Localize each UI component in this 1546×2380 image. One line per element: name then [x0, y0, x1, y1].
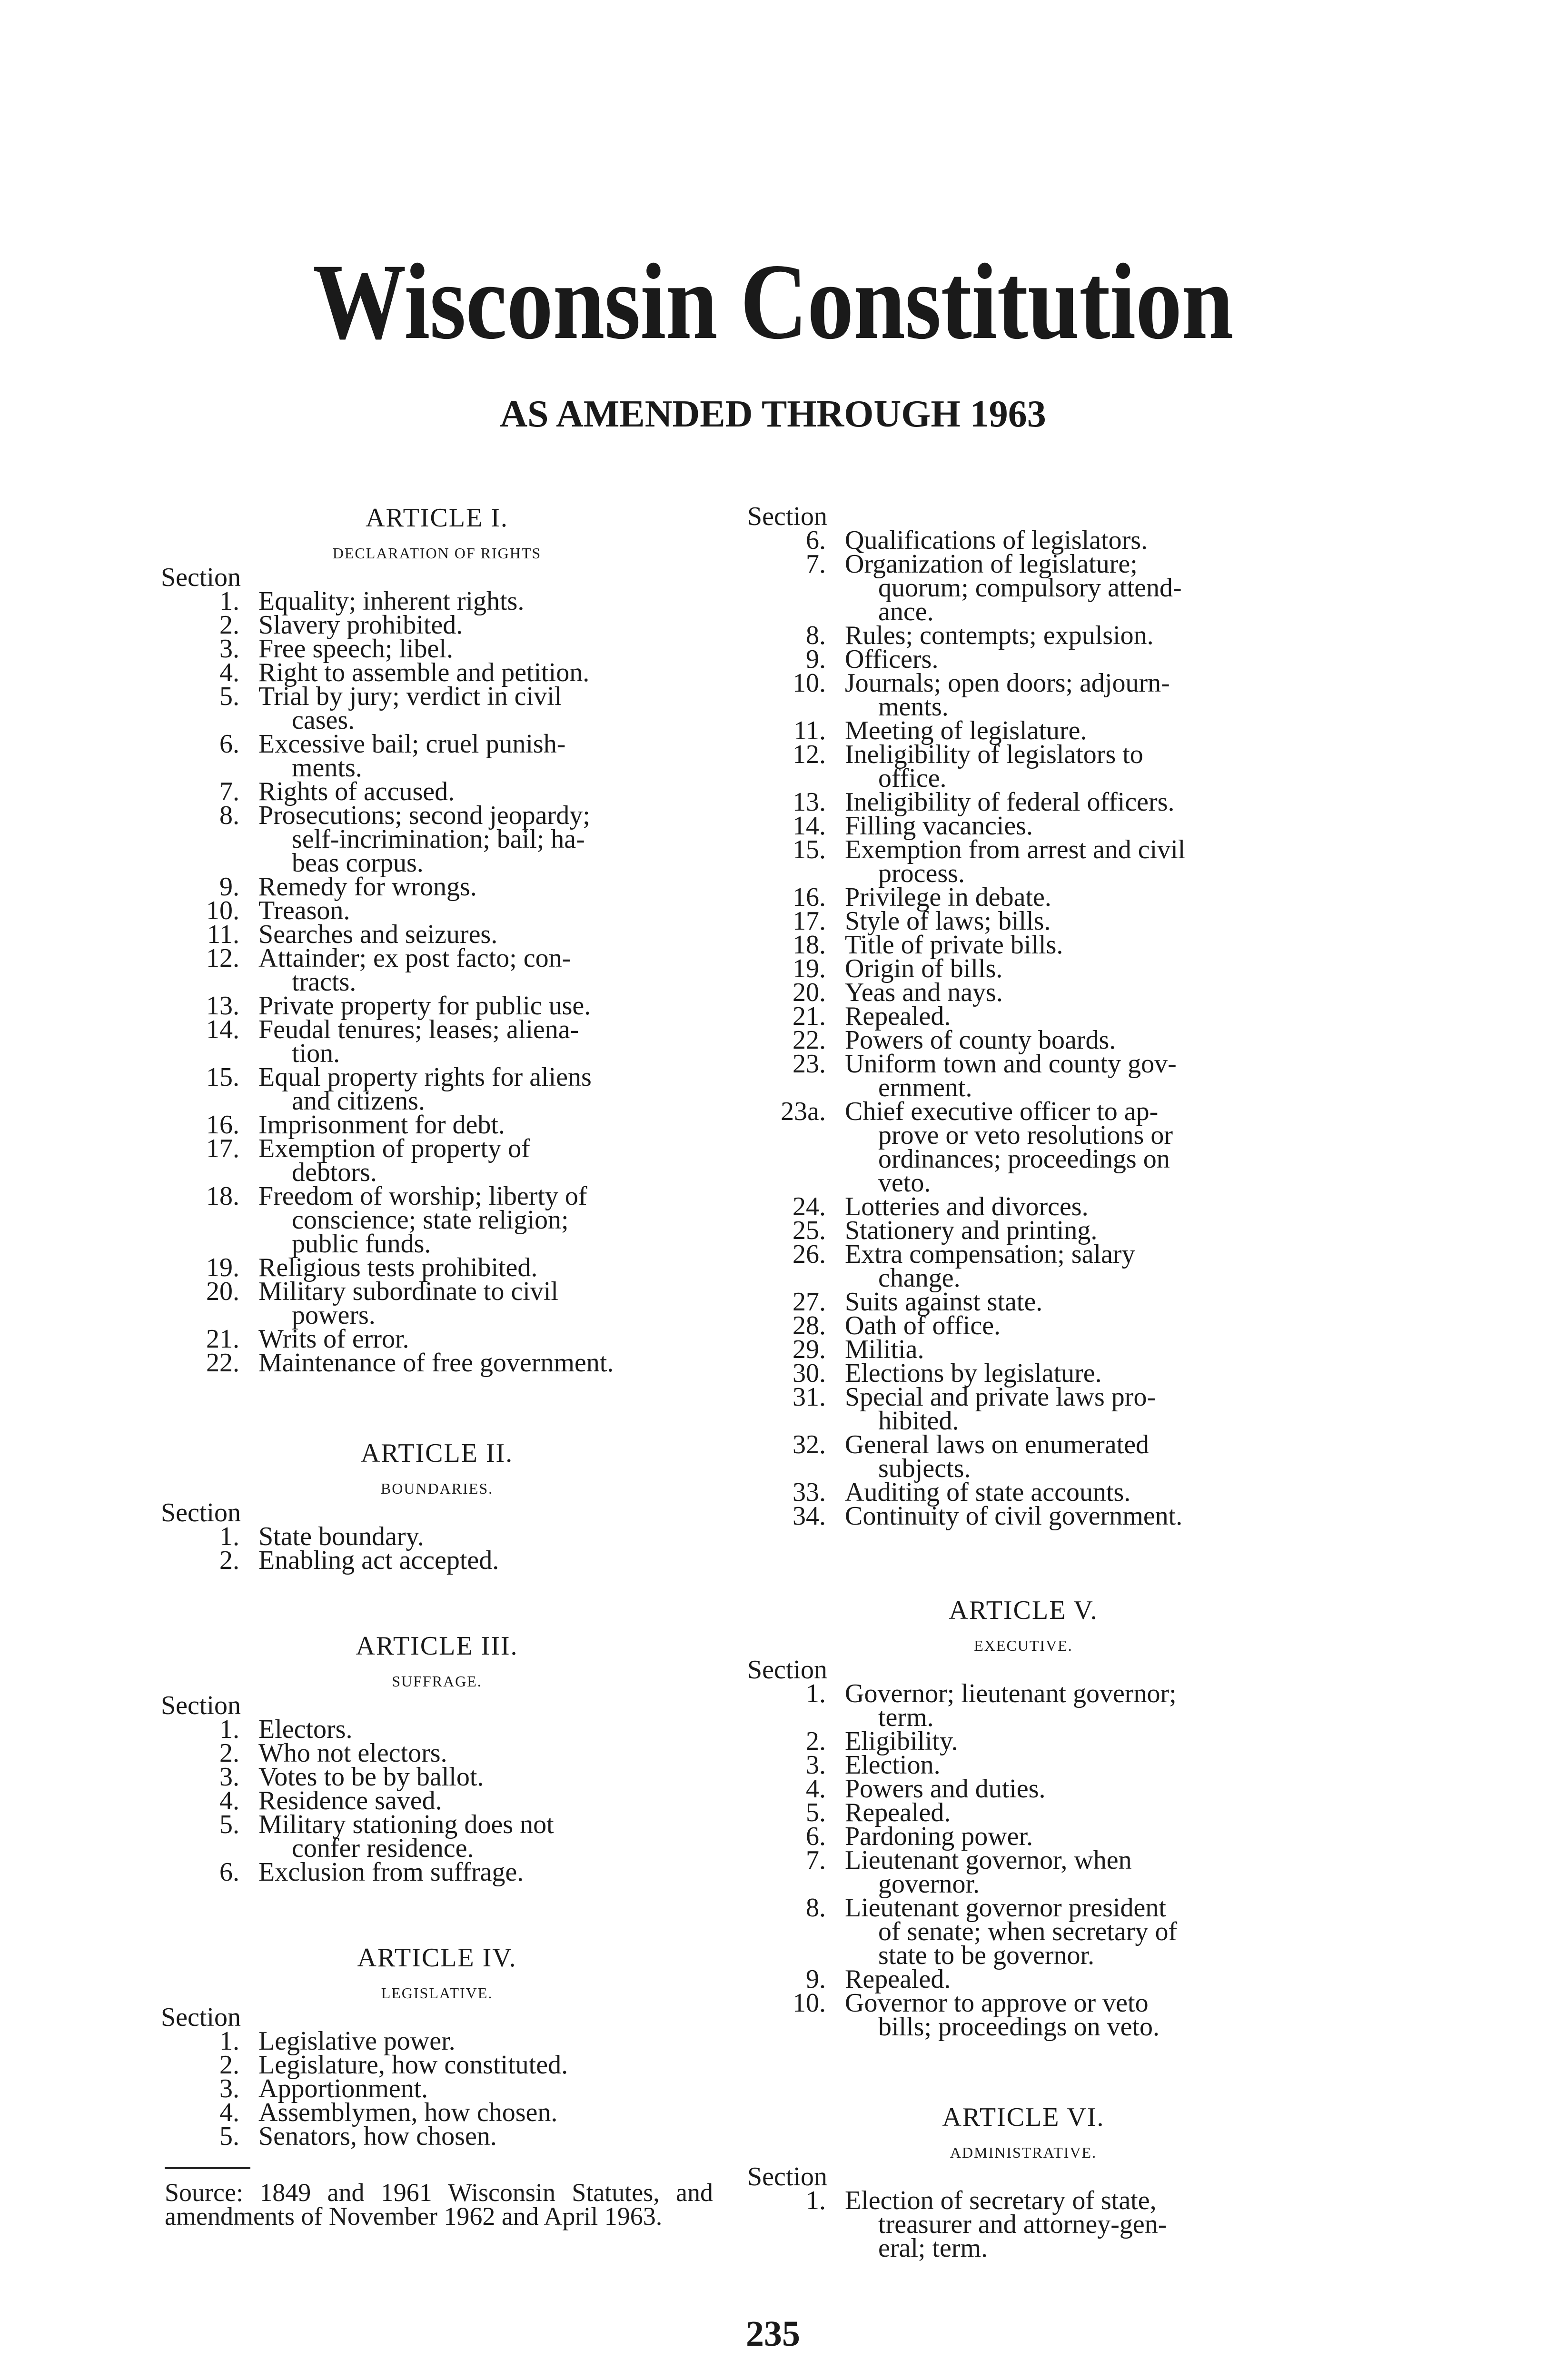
- section-number: 3.: [219, 2074, 239, 2103]
- section-title: Imprisonment for debt.: [258, 1110, 505, 1140]
- section-title: Exemption from arrest and civil: [845, 835, 1186, 864]
- section-entry: [747, 835, 1299, 888]
- left-column-article-2: [161, 1438, 713, 1575]
- section-title: Electors.: [258, 1715, 353, 1744]
- section-entry: [161, 1062, 713, 1116]
- section-number: 2.: [219, 2050, 239, 2080]
- section-title: Ineligibility of legislators to: [845, 740, 1143, 769]
- section-title: Special and private laws pro-: [845, 1382, 1156, 1412]
- section-title: Searches and seizures.: [258, 920, 498, 949]
- section-entry: [747, 1845, 1299, 1899]
- section-title: Suits against state.: [845, 1287, 1043, 1317]
- section-number: 2.: [219, 1546, 239, 1575]
- section-number: 2.: [806, 1726, 826, 1756]
- section-entry: [747, 1240, 1299, 1293]
- section-title: Organization of legislature;: [845, 549, 1138, 579]
- section-number: 15.: [206, 1062, 239, 1092]
- article-5: [747, 1596, 1299, 2042]
- section-title: Free speech; libel.: [258, 634, 453, 664]
- section-entry: [747, 930, 1299, 960]
- right-column: [747, 502, 1299, 1531]
- section-number: 29.: [793, 1335, 826, 1364]
- section-entry: [161, 1762, 713, 1792]
- section-number: 16.: [793, 883, 826, 912]
- section-entry: [747, 1192, 1299, 1221]
- section-entry: [161, 610, 713, 640]
- section-title-continued: debtors.: [292, 1158, 377, 1187]
- section-entry: [161, 1738, 713, 1768]
- section-entry: [161, 2074, 713, 2103]
- section-number: 33.: [793, 1478, 826, 1507]
- section-entry: [161, 872, 713, 902]
- section-title: Enabling act accepted.: [258, 1546, 499, 1575]
- section-title: Private property for public use.: [258, 991, 591, 1021]
- section-title: Writs of error.: [258, 1324, 409, 1354]
- article-title: ARTICLE I.: [366, 503, 508, 533]
- section-number: 12.: [206, 943, 239, 973]
- section-title: Governor; lieutenant governor;: [845, 1679, 1177, 1708]
- section-number: 9.: [219, 872, 239, 902]
- section-header: Section: [161, 1498, 241, 1527]
- section-entry: [747, 883, 1299, 912]
- section-number: 6.: [806, 526, 826, 555]
- section-entry: [747, 668, 1299, 722]
- section-number: 8.: [806, 621, 826, 650]
- section-title: Repealed.: [845, 1798, 951, 1827]
- section-entry: [747, 645, 1299, 674]
- section-title: Exclusion from suffrage.: [258, 1857, 524, 1887]
- article-title: ARTICLE IV.: [357, 1943, 517, 1973]
- section-title: Assemblymen, how chosen.: [258, 2098, 558, 2127]
- section-title: Journals; open doors; adjourn-: [845, 668, 1170, 698]
- section-entry: [747, 954, 1299, 983]
- section-entry: [161, 1857, 713, 1887]
- section-entry: [747, 1774, 1299, 1804]
- section-title-continued: change.: [878, 1263, 961, 1293]
- section-number: 20.: [206, 1277, 239, 1306]
- section-title: Meeting of legislature.: [845, 716, 1087, 745]
- section-number: 14.: [793, 811, 826, 841]
- section-header: Section: [161, 563, 241, 592]
- section-number: 4.: [806, 1774, 826, 1804]
- section-number: 19.: [206, 1253, 239, 1282]
- section-entry: [747, 1430, 1299, 1483]
- section-entry: [747, 1679, 1299, 1732]
- section-number: 28.: [793, 1311, 826, 1340]
- section-entry: [161, 2098, 713, 2127]
- section-header: Section: [161, 1691, 241, 1720]
- section-number: 16.: [206, 1110, 239, 1140]
- section-entry: [747, 811, 1299, 841]
- section-title: Legislature, how constituted.: [258, 2050, 568, 2080]
- section-title: Yeas and nays.: [845, 978, 1003, 1007]
- section-number: 10.: [793, 668, 826, 698]
- section-title: Maintenance of free government.: [258, 1348, 614, 1378]
- section-entry: [161, 896, 713, 925]
- article-title: ARTICLE II.: [360, 1438, 514, 1468]
- section-entry: [747, 1750, 1299, 1780]
- section-entry: [161, 1134, 713, 1187]
- section-number: 4.: [219, 1786, 239, 1815]
- section-number: 17.: [793, 906, 826, 936]
- section-title: Prosecutions; second jeopardy;: [258, 801, 590, 830]
- section-title: Privilege in debate.: [845, 883, 1051, 912]
- section-entry: [747, 978, 1299, 1007]
- section-title-continued: of senate; when secretary of: [878, 1917, 1178, 1946]
- section-number: 8.: [806, 1893, 826, 1923]
- section-entry: [747, 1964, 1299, 1994]
- section-number: 1.: [806, 2186, 826, 2215]
- section-title: Chief executive officer to ap-: [845, 1097, 1159, 1126]
- section-title: Legislative power.: [258, 2026, 456, 2056]
- section-number: 8.: [219, 801, 239, 830]
- section-number: 1.: [806, 1679, 826, 1708]
- section-number: 15.: [793, 835, 826, 864]
- source-rule: [165, 2167, 250, 2169]
- section-header: Section: [747, 2162, 827, 2192]
- section-entry: [161, 1810, 713, 1863]
- article-subtitle: SUFFRAGE.: [392, 1673, 482, 1690]
- section-number: 18.: [206, 1181, 239, 1211]
- section-title: Repealed.: [845, 1002, 951, 1031]
- section-number: 5.: [219, 1810, 239, 1839]
- section-entry: [747, 1049, 1299, 1102]
- article-title: ARTICLE III.: [356, 1631, 518, 1661]
- section-entry: [161, 658, 713, 687]
- section-number: 7.: [806, 549, 826, 579]
- section-number: 23.: [793, 1049, 826, 1079]
- section-number: 3.: [806, 1750, 826, 1780]
- section-title: General laws on enumerated: [845, 1430, 1150, 1459]
- section-title: Stationery and printing.: [845, 1216, 1098, 1245]
- section-title: Powers of county boards.: [845, 1025, 1116, 1055]
- section-entry: [747, 1002, 1299, 1031]
- section-number: 5.: [219, 2122, 239, 2151]
- section-title: Trial by jury; verdict in civil: [258, 682, 562, 711]
- section-number: 24.: [793, 1192, 826, 1221]
- section-entry: [161, 1348, 713, 1378]
- source-note: Source: 1849 and 1961 Wisconsin Statutes, and amendments of November 1962 and April 1963.: [165, 2178, 713, 2231]
- section-entry: [747, 1478, 1299, 1507]
- section-title-continued: bills; proceedings on veto.: [878, 2012, 1160, 2042]
- section-title-continued: cases.: [292, 705, 355, 735]
- section-title-continued: tracts.: [292, 967, 357, 997]
- section-entry: [161, 920, 713, 949]
- section-entry: [161, 586, 713, 616]
- section-title: Qualifications of legislators.: [845, 526, 1148, 555]
- section-number: 22.: [793, 1025, 826, 1055]
- section-number: 6.: [806, 1822, 826, 1851]
- section-title: Treason.: [258, 896, 350, 925]
- section-entry: [747, 1311, 1299, 1340]
- section-title-continued: powers.: [292, 1300, 376, 1330]
- section-title: Governor to approve or veto: [845, 1988, 1149, 2018]
- section-title: Election of secretary of state,: [845, 2186, 1157, 2215]
- section-number: 4.: [219, 2098, 239, 2127]
- section-title-continued: eral; term.: [878, 2233, 988, 2263]
- section-number: 13.: [206, 991, 239, 1021]
- section-title: Votes to be by ballot.: [258, 1762, 484, 1792]
- document-subtitle: AS AMENDED THROUGH 1963: [500, 393, 1046, 435]
- section-entry: [161, 1181, 713, 1259]
- section-title-continued: ernment.: [878, 1073, 972, 1102]
- section-entry: [747, 740, 1299, 793]
- section-title-continued: ments.: [292, 753, 362, 783]
- section-entry: [747, 1359, 1299, 1388]
- section-title: Military stationing does not: [258, 1810, 554, 1839]
- section-title: Religious tests prohibited.: [258, 1253, 538, 1282]
- left-column-article-3: [161, 1631, 713, 1887]
- section-entry: [161, 1324, 713, 1354]
- section-title: Equality; inherent rights.: [258, 586, 525, 616]
- article-title: ARTICLE V.: [949, 1596, 1098, 1625]
- section-number: 17.: [206, 1134, 239, 1163]
- section-title: Apportionment.: [258, 2074, 428, 2103]
- section-title: Lieutenant governor president: [845, 1893, 1166, 1923]
- section-title: Filling vacancies.: [845, 811, 1033, 841]
- section-entry: [161, 777, 713, 806]
- section-number: 4.: [219, 658, 239, 687]
- section-number: 32.: [793, 1430, 826, 1459]
- article-subtitle: ADMINISTRATIVE.: [950, 2144, 1097, 2161]
- section-entry: [161, 729, 713, 783]
- section-entry: [161, 1786, 713, 1815]
- section-title: Auditing of state accounts.: [845, 1478, 1131, 1507]
- section-entry: [161, 634, 713, 664]
- right-column-article-5: [747, 1596, 1299, 2042]
- section-number: 14.: [206, 1015, 239, 1044]
- section-title: Continuity of civil government.: [845, 1501, 1183, 1531]
- section-entry: [747, 1335, 1299, 1364]
- section-entry: [161, 1715, 713, 1744]
- section-number: 9.: [806, 1964, 826, 1994]
- section-entry: [747, 787, 1299, 817]
- section-entry: [747, 1097, 1299, 1198]
- section-entry: [161, 1253, 713, 1282]
- section-number: 20.: [793, 978, 826, 1007]
- section-number: 12.: [793, 740, 826, 769]
- section-number: 3.: [219, 634, 239, 664]
- article-2: [161, 1438, 713, 1575]
- left-column: [161, 503, 713, 1378]
- section-entry: [161, 2122, 713, 2151]
- section-entry: [161, 1015, 713, 1068]
- article-4: [161, 1943, 713, 2151]
- section-title-continued: tion.: [292, 1039, 340, 1068]
- section-title-continued: treasurer and attorney-gen-: [878, 2210, 1167, 2239]
- section-title: Lieutenant governor, when: [845, 1845, 1132, 1875]
- section-number: 3.: [219, 1762, 239, 1792]
- section-number: 1.: [219, 2026, 239, 2056]
- section-number: 11.: [793, 716, 826, 745]
- section-number: 1.: [219, 586, 239, 616]
- section-entry: [161, 682, 713, 735]
- section-title-continued: ments.: [878, 692, 949, 722]
- section-number: 22.: [206, 1348, 239, 1378]
- section-title-continued: governor.: [878, 1869, 980, 1899]
- section-title-continued: process.: [878, 859, 965, 888]
- section-title: State boundary.: [258, 1522, 424, 1551]
- article-title: ARTICLE VI.: [942, 2102, 1105, 2132]
- section-title-continued: conscience; state religion;: [292, 1205, 569, 1235]
- section-title: Repealed.: [845, 1964, 951, 1994]
- section-title: Exemption of property of: [258, 1134, 530, 1163]
- section-number: 25.: [793, 1216, 826, 1245]
- section-number: 13.: [793, 787, 826, 817]
- section-title: Rights of accused.: [258, 777, 455, 806]
- section-title: Excessive bail; cruel punish-: [258, 729, 566, 759]
- section-title: Lotteries and divorces.: [845, 1192, 1089, 1221]
- section-title-continued: quorum; compulsory attend-: [878, 573, 1182, 603]
- section-title: Feudal tenures; leases; aliena-: [258, 1015, 579, 1044]
- section-title-continued: office.: [878, 764, 947, 793]
- section-title: Militia.: [845, 1335, 924, 1364]
- section-entry: [161, 1546, 713, 1575]
- right-column-article-6: [747, 2102, 1299, 2263]
- section-entry: [747, 621, 1299, 650]
- section-title: Election.: [845, 1750, 941, 1780]
- section-title: Senators, how chosen.: [258, 2122, 497, 2151]
- article-subtitle: BOUNDARIES.: [380, 1480, 494, 1497]
- section-entry: [747, 1893, 1299, 1970]
- section-entry: [747, 906, 1299, 936]
- section-title: Elections by legislature.: [845, 1359, 1102, 1388]
- section-title: Title of private bills.: [845, 930, 1063, 960]
- section-entry: [747, 526, 1299, 555]
- section-entry: [747, 1025, 1299, 1055]
- section-title: Ineligibility of federal officers.: [845, 787, 1175, 817]
- section-entry: [161, 1522, 713, 1551]
- section-number: 5.: [219, 682, 239, 711]
- section-entry: [161, 2026, 713, 2056]
- section-entry: [747, 1216, 1299, 1245]
- section-title: Oath of office.: [845, 1311, 1001, 1340]
- section-number: 27.: [793, 1287, 826, 1317]
- section-entry: [747, 1382, 1299, 1436]
- section-entry: [747, 716, 1299, 745]
- section-title-continued: subjects.: [878, 1454, 971, 1483]
- section-number: 6.: [219, 729, 239, 759]
- section-title-continued: ance.: [878, 597, 934, 626]
- section-title: Attainder; ex post facto; con-: [258, 943, 571, 973]
- section-number: 31.: [793, 1382, 826, 1412]
- section-number: 30.: [793, 1359, 826, 1388]
- section-number: 6.: [219, 1857, 239, 1887]
- section-entry: [747, 1287, 1299, 1317]
- section-title: Pardoning power.: [845, 1822, 1033, 1851]
- section-title-continued: veto.: [878, 1168, 931, 1198]
- section-entry: [747, 1822, 1299, 1851]
- section-entry: [161, 2050, 713, 2080]
- section-number: 10.: [793, 1988, 826, 2018]
- section-entry: [747, 1798, 1299, 1827]
- section-entry: [747, 1501, 1299, 1531]
- section-number: 2.: [219, 1738, 239, 1768]
- section-number: 7.: [219, 777, 239, 806]
- section-number: 21.: [793, 1002, 826, 1031]
- section-header: Section: [747, 502, 827, 531]
- section-title-continued: public funds.: [292, 1229, 431, 1259]
- section-title: Slavery prohibited.: [258, 610, 463, 640]
- article-subtitle: LEGISLATIVE.: [381, 1984, 493, 2002]
- section-title-continued: self-incrimination; bail; ha-: [292, 824, 585, 854]
- section-title-continued: and citizens.: [292, 1086, 425, 1116]
- section-number: 9.: [806, 645, 826, 674]
- article-4-continued: [747, 502, 1299, 1531]
- section-number: 7.: [806, 1845, 826, 1875]
- section-title-continued: state to be governor.: [878, 1941, 1095, 1970]
- section-number: 1.: [219, 1715, 239, 1744]
- article-subtitle: DECLARATION OF RIGHTS: [332, 545, 542, 562]
- section-title: Remedy for wrongs.: [258, 872, 477, 902]
- section-number: 2.: [219, 610, 239, 640]
- section-number: 10.: [206, 896, 239, 925]
- section-header: Section: [161, 2003, 241, 2032]
- section-title-continued: prove or veto resolutions or: [878, 1121, 1173, 1150]
- section-title-continued: term.: [878, 1703, 934, 1732]
- section-number: 26.: [793, 1240, 826, 1269]
- section-title-continued: hibited.: [878, 1406, 959, 1436]
- section-title: Style of laws; bills.: [845, 906, 1051, 936]
- section-title: Equal property rights for aliens: [258, 1062, 592, 1092]
- section-entry: [747, 2186, 1299, 2263]
- section-title-continued: ordinances; proceedings on: [878, 1144, 1170, 1174]
- left-column-article-4: [161, 1943, 713, 2231]
- section-entry: [747, 1726, 1299, 1756]
- section-number: 34.: [793, 1501, 826, 1531]
- section-number: 5.: [806, 1798, 826, 1827]
- page-number: 235: [746, 2314, 800, 2354]
- section-entry: [161, 1110, 713, 1140]
- article-3: [161, 1631, 713, 1887]
- section-number: 1.: [219, 1522, 239, 1551]
- section-entry: [161, 801, 713, 878]
- section-entry: [161, 943, 713, 997]
- section-title: Origin of bills.: [845, 954, 1003, 983]
- section-title: Who not electors.: [258, 1738, 447, 1768]
- section-number: 23a.: [781, 1097, 826, 1126]
- section-title: Officers.: [845, 645, 939, 674]
- article-6: [747, 2102, 1299, 2263]
- section-title: Powers and duties.: [845, 1774, 1046, 1804]
- section-number: 19.: [793, 954, 826, 983]
- section-title: Extra compensation; salary: [845, 1240, 1135, 1269]
- section-title: Right to assemble and petition.: [258, 658, 590, 687]
- section-title: Rules; contempts; expulsion.: [845, 621, 1154, 650]
- section-entry: [161, 991, 713, 1021]
- document-title: Wisconsin Constitution: [313, 242, 1233, 362]
- section-title: Residence saved.: [258, 1786, 442, 1815]
- article-subtitle: EXECUTIVE.: [974, 1637, 1073, 1654]
- section-title: Military subordinate to civil: [258, 1277, 558, 1306]
- section-entry: [747, 1988, 1299, 2042]
- section-title: Freedom of worship; liberty of: [258, 1181, 587, 1211]
- section-header: Section: [747, 1655, 827, 1685]
- section-number: 11.: [207, 920, 239, 949]
- section-number: 18.: [793, 930, 826, 960]
- section-title: Uniform town and county gov-: [845, 1049, 1177, 1079]
- section-entry: [747, 549, 1299, 626]
- section-title-continued: confer residence.: [292, 1834, 474, 1863]
- article-1: [161, 503, 713, 1378]
- section-title-continued: beas corpus.: [292, 848, 424, 878]
- section-title: Eligibility.: [845, 1726, 958, 1756]
- section-entry: [161, 1277, 713, 1330]
- section-number: 21.: [206, 1324, 239, 1354]
